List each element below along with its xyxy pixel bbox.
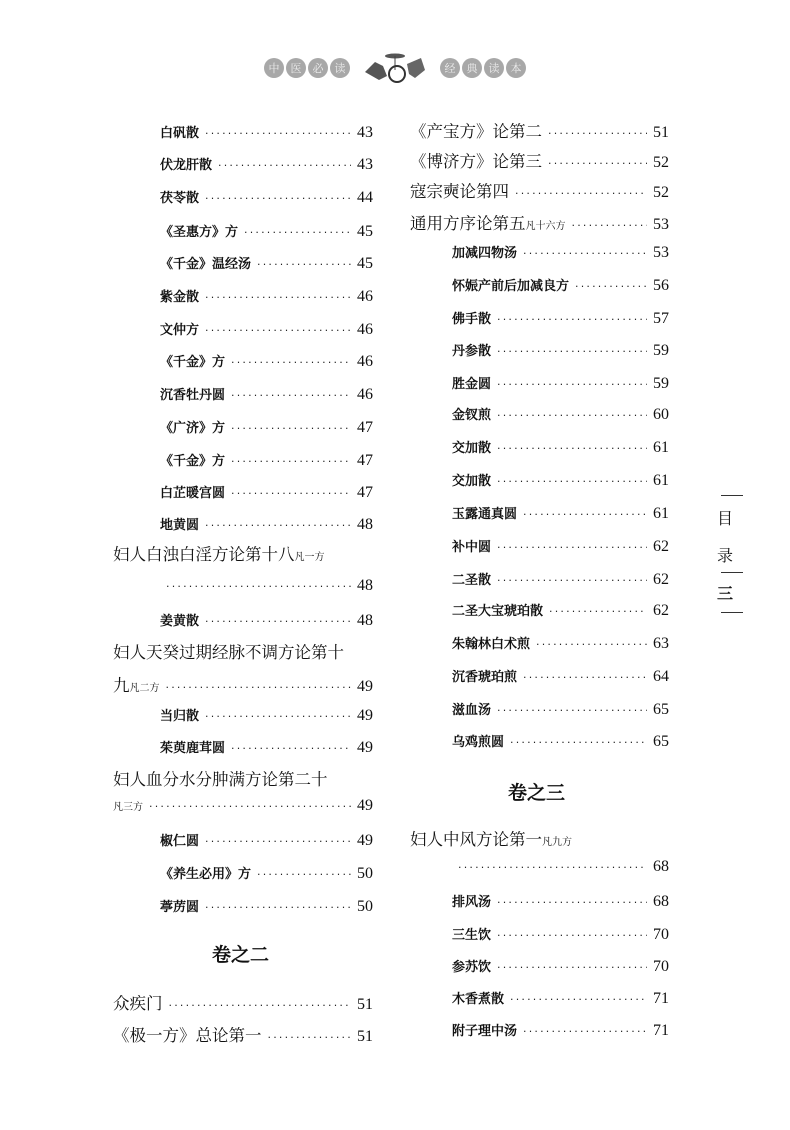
leader-dots	[231, 422, 351, 435]
leader-dots	[523, 247, 647, 260]
divider	[721, 572, 743, 573]
page-number: 49	[357, 707, 373, 724]
page-number: 48	[357, 577, 373, 594]
toc-entry[interactable]	[452, 308, 669, 328]
page-number: 48	[357, 516, 373, 533]
page-number: 70	[653, 958, 669, 975]
page-number: 45	[357, 255, 373, 272]
page-number: 48	[357, 612, 373, 629]
toc-entry[interactable]	[160, 384, 373, 404]
leader-dots	[572, 219, 648, 232]
series-badge: 读	[484, 58, 504, 78]
leader-dots	[231, 356, 351, 369]
page-number: 71	[653, 990, 669, 1007]
entry-note: 凡九方	[542, 837, 572, 848]
page-number: 50	[357, 865, 373, 882]
leader-dots	[231, 742, 351, 755]
toc-entry[interactable]	[452, 404, 669, 424]
entry-title: 交加散	[452, 474, 492, 489]
page-number: 53	[653, 244, 669, 261]
leader-dots	[497, 345, 647, 358]
page-number: 49	[357, 832, 373, 849]
leader-dots	[205, 901, 351, 914]
page-number: 47	[357, 484, 373, 501]
entry-title: 《千金》温经汤	[160, 257, 252, 272]
series-badge: 中	[264, 58, 284, 78]
page-number: 53	[653, 216, 669, 233]
entry-title: 椒仁圆	[160, 834, 200, 849]
toc-entry[interactable]	[410, 148, 669, 172]
entry-note: 凡二方	[129, 683, 160, 694]
page-number: 61	[653, 472, 669, 489]
entry-title: 沉香琥珀煎	[452, 670, 518, 685]
toc-entry[interactable]	[160, 863, 373, 883]
page-number: 43	[357, 124, 373, 141]
entry-title: 白芷暖宫圆	[160, 486, 226, 501]
volume-heading-3: 卷之三	[508, 782, 566, 804]
leader-dots	[497, 896, 647, 909]
leader-dots	[205, 324, 351, 337]
toc-entry[interactable]	[452, 536, 669, 556]
page-number: 63	[653, 635, 669, 652]
entry-title: 伏龙肝散	[160, 158, 213, 173]
entry-title: 怀娠产前后加减良方	[452, 279, 570, 294]
leader-dots	[510, 736, 647, 749]
page-number: 59	[653, 375, 669, 392]
side-tab	[707, 495, 743, 613]
page-number: 62	[653, 571, 669, 588]
entry-title: 参苏饮	[452, 960, 492, 975]
entry-title: 交加散	[452, 441, 492, 456]
page-number: 51	[357, 996, 373, 1013]
leader-dots	[231, 487, 351, 500]
toc-entry[interactable]	[452, 275, 669, 295]
toc-entry[interactable]	[452, 1020, 669, 1040]
page-number: 70	[653, 926, 669, 943]
page-number: 68	[653, 893, 669, 910]
toc-entry[interactable]	[113, 990, 373, 1014]
leader-dots	[548, 127, 647, 140]
page-number: 51	[357, 1028, 373, 1045]
chariot-logo-icon	[361, 50, 429, 84]
page-number: 50	[357, 898, 373, 915]
entry-title: 《千金》方	[160, 355, 226, 370]
page-number: 71	[653, 1022, 669, 1039]
leader-dots	[257, 258, 351, 271]
page-number: 59	[653, 342, 669, 359]
toc-entry[interactable]	[160, 896, 373, 916]
toc-entry[interactable]	[410, 210, 669, 234]
running-header	[0, 50, 790, 84]
entry-title: 二圣散	[452, 573, 492, 588]
entry-title: 通用方序论第五	[410, 214, 526, 233]
entry-title: 佛手散	[452, 312, 492, 327]
toc-section-heading[interactable]	[113, 639, 344, 663]
entry-title: 玉露通真圆	[452, 507, 518, 522]
series-badge: 读	[330, 58, 350, 78]
entry-title: 茯苓散	[160, 191, 200, 206]
toc-entry[interactable]	[160, 450, 373, 470]
page-number: 57	[653, 310, 669, 327]
leader-dots	[268, 1031, 352, 1044]
entry-title: 茱萸鹿茸圆	[160, 741, 226, 756]
toc-entry[interactable]	[160, 221, 373, 241]
entry-title: 《产宝方》论第二	[410, 122, 542, 141]
toc-entry[interactable]	[160, 122, 373, 142]
page-number: 52	[653, 184, 669, 201]
entry-title: 丹参散	[452, 344, 492, 359]
toc-entry[interactable]	[160, 514, 373, 534]
page-number: 46	[357, 386, 373, 403]
leader-dots	[497, 475, 647, 488]
toc-entry[interactable]	[452, 858, 669, 876]
leader-dots	[536, 638, 647, 651]
toc-entry[interactable]	[452, 731, 669, 751]
entry-title: 沉香牡丹圆	[160, 388, 226, 403]
page-number: 47	[357, 452, 373, 469]
leader-dots	[497, 704, 647, 717]
page-number: 62	[653, 538, 669, 555]
entry-title: 补中圆	[452, 540, 492, 555]
toc-entry[interactable]	[452, 373, 669, 393]
toc-entry[interactable]	[160, 286, 373, 306]
leader-dots	[497, 929, 647, 942]
leader-dots	[523, 508, 647, 521]
toc-entry[interactable]	[160, 577, 373, 595]
leader-dots	[549, 605, 647, 618]
leader-dots	[458, 861, 647, 874]
entry-title: 文仲方	[160, 323, 200, 338]
entry-title: 白矾散	[160, 126, 200, 141]
leader-dots	[497, 961, 647, 974]
side-char: 录	[716, 546, 733, 565]
entry-title: 乌鸡煎圆	[452, 735, 505, 750]
leader-dots	[205, 127, 351, 140]
page-number: 46	[357, 288, 373, 305]
page-number: 44	[357, 189, 373, 206]
page-number: 61	[653, 439, 669, 456]
series-title-left	[263, 57, 351, 78]
entry-title: 姜黄散	[160, 614, 200, 629]
entry-title: 《圣惠方》方	[160, 225, 239, 240]
toc-entry[interactable]	[160, 830, 373, 850]
series-badge: 经	[440, 58, 460, 78]
page-number: 47	[357, 419, 373, 436]
entry-title: 当归散	[160, 709, 200, 724]
toc-section-heading[interactable]	[410, 826, 572, 850]
entry-title: 妇人天癸过期经脉不调方论第十	[113, 643, 344, 662]
page-number: 45	[357, 223, 373, 240]
toc-entry[interactable]	[160, 417, 373, 437]
leader-dots	[575, 280, 647, 293]
entry-title: 地黄圆	[160, 518, 200, 533]
toc-entry[interactable]	[160, 737, 373, 757]
leader-dots	[497, 442, 647, 455]
toc-entry[interactable]	[160, 610, 373, 630]
page-number: 68	[653, 858, 669, 875]
toc-entry[interactable]	[113, 1022, 373, 1046]
leader-dots	[169, 999, 352, 1012]
entry-title: 紫金散	[160, 290, 200, 305]
leader-dots	[523, 671, 647, 684]
toc-entry[interactable]	[452, 988, 669, 1008]
entry-title: 《极一方》总论第一	[113, 1026, 262, 1045]
entry-title: 葶苈圆	[160, 900, 200, 915]
toc-section-heading[interactable]	[113, 541, 325, 565]
entry-title: 三生饮	[452, 928, 492, 943]
toc-entry[interactable]	[160, 319, 373, 339]
leader-dots	[166, 580, 351, 593]
toc-entry[interactable]	[452, 242, 669, 262]
toc-entry[interactable]	[452, 503, 669, 523]
series-badge: 本	[506, 58, 526, 78]
series-badge: 典	[462, 58, 482, 78]
leader-dots	[205, 710, 351, 723]
toc-entry[interactable]	[452, 956, 669, 976]
toc-entry[interactable]	[452, 924, 669, 944]
page-number: 65	[653, 701, 669, 718]
page-number: 60	[653, 406, 669, 423]
leader-dots	[257, 868, 351, 881]
entry-title: 排风汤	[452, 895, 492, 910]
page-number: 64	[653, 668, 669, 685]
page-number: 46	[357, 321, 373, 338]
entry-note: 凡十六方	[525, 221, 566, 232]
leader-dots	[497, 313, 647, 326]
page-number: 56	[653, 277, 669, 294]
leader-dots	[497, 541, 647, 554]
page-number: 49	[357, 739, 373, 756]
leader-dots	[231, 455, 351, 468]
toc-entry[interactable]	[160, 187, 373, 207]
toc-entry[interactable]	[452, 340, 669, 360]
toc-entry[interactable]	[160, 705, 373, 725]
toc-entry[interactable]	[452, 600, 669, 620]
leader-dots	[497, 378, 647, 391]
toc-entry[interactable]	[410, 178, 669, 202]
entry-title: 二圣大宝琥珀散	[452, 604, 544, 619]
leader-dots	[510, 993, 647, 1006]
leader-dots	[244, 226, 351, 239]
page-number: 49	[357, 678, 373, 695]
page-number-chinese: 三	[716, 584, 733, 603]
toc-entry[interactable]	[113, 672, 373, 696]
leader-dots	[205, 835, 351, 848]
page-number: 61	[653, 505, 669, 522]
leader-dots	[231, 389, 351, 402]
series-badge: 必	[308, 58, 328, 78]
toc-entry[interactable]	[452, 891, 669, 911]
toc-entry[interactable]	[160, 482, 373, 502]
toc-entry[interactable]	[452, 470, 669, 490]
page-number: 46	[357, 353, 373, 370]
entry-title: 木香煮散	[452, 992, 505, 1007]
series-title-right	[439, 57, 527, 78]
toc-entry[interactable]	[452, 666, 669, 686]
entry-title: 《千金》方	[160, 454, 226, 469]
toc-entry[interactable]	[410, 118, 669, 142]
side-char: 目	[716, 509, 733, 528]
entry-title: 妇人血分水分肿满方论第二十	[113, 770, 328, 789]
leader-dots	[497, 574, 647, 587]
divider	[721, 495, 743, 496]
entry-title: 加减四物汤	[452, 246, 518, 261]
entry-note: 凡一方	[294, 552, 325, 563]
divider	[721, 612, 743, 613]
leader-dots	[149, 800, 351, 813]
leader-dots	[548, 157, 647, 170]
leader-dots	[497, 409, 647, 422]
page-number: 52	[653, 154, 669, 171]
page-number: 51	[653, 124, 669, 141]
entry-title: 胜金圆	[452, 377, 492, 392]
entry-title: 金钗煎	[452, 408, 492, 423]
leader-dots	[166, 681, 352, 694]
toc-entry[interactable]	[160, 351, 373, 371]
page-number: 65	[653, 733, 669, 750]
page-number: 43	[357, 156, 373, 173]
toc-entry[interactable]	[160, 253, 373, 273]
toc-entry[interactable]	[452, 633, 669, 653]
leader-dots	[218, 159, 351, 172]
entry-note: 凡三方	[113, 802, 143, 813]
toc-entry[interactable]	[452, 569, 669, 589]
entry-title: 《博济方》论第三	[410, 152, 542, 171]
leader-dots	[205, 291, 351, 304]
series-badge: 医	[286, 58, 306, 78]
toc-entry[interactable]	[160, 154, 373, 174]
entry-title: 《广济》方	[160, 421, 226, 436]
leader-dots	[205, 519, 351, 532]
entry-title: 妇人中风方论第一	[410, 830, 542, 849]
entry-title: 众疾门	[113, 994, 163, 1013]
leader-dots	[515, 187, 647, 200]
entry-title: 附子理中汤	[452, 1024, 518, 1039]
entry-title: 滋血汤	[452, 703, 492, 718]
page-number: 62	[653, 602, 669, 619]
toc-entry[interactable]	[452, 437, 669, 457]
entry-title: 《养生必用》方	[160, 867, 252, 882]
volume-heading-2: 卷之二	[212, 944, 270, 966]
toc-entry[interactable]	[113, 797, 373, 815]
entry-title: 朱翰林白术煎	[452, 637, 531, 652]
entry-title: 寇宗奭论第四	[410, 182, 509, 201]
leader-dots	[205, 615, 351, 628]
page-number: 49	[357, 797, 373, 814]
leader-dots	[205, 192, 351, 205]
leader-dots	[523, 1025, 647, 1038]
toc-entry[interactable]	[452, 699, 669, 719]
entry-title: 九	[113, 676, 130, 695]
entry-title: 妇人白浊白淫方论第十八	[113, 545, 295, 564]
toc-section-heading[interactable]	[113, 766, 328, 790]
